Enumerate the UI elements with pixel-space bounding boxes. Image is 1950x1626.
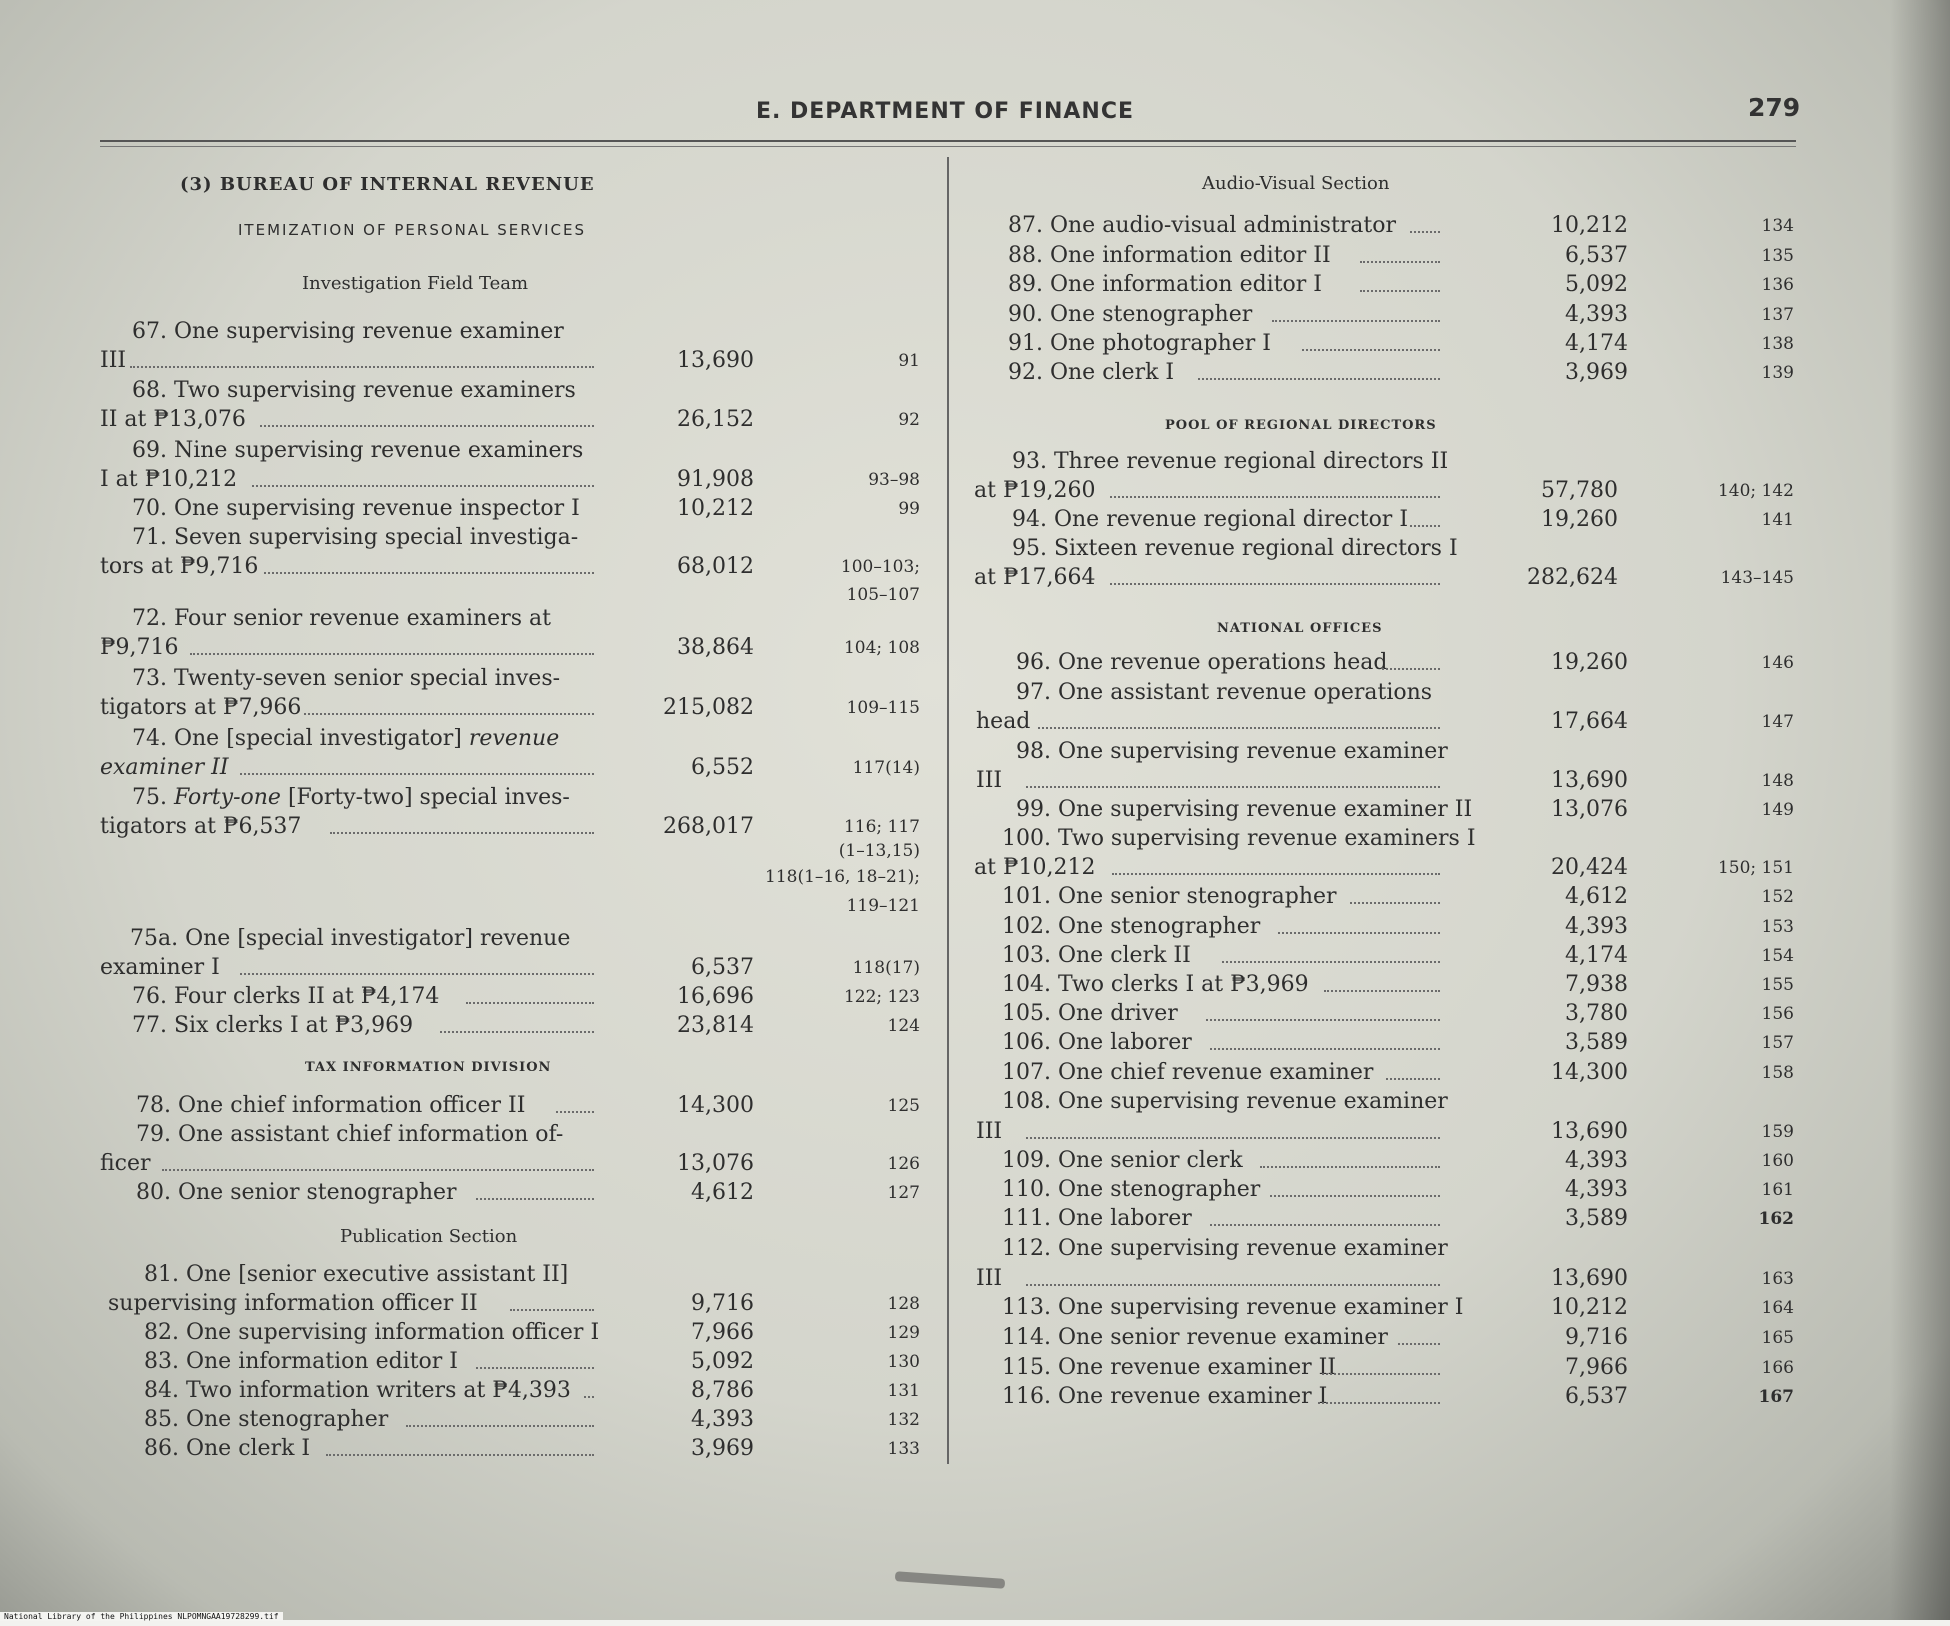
section-heading-tax-info: TAX INFORMATION DIVISION [305,1060,552,1075]
entry-row: 102. One stenographer 4,393 153 [1002,914,1794,939]
entry-row: 89. One information editor I 5,092 136 [1008,272,1794,297]
entry-row: examiner II 6,552 117(14) [100,755,920,780]
entry-row: tigators at ₱6,537 268,017 116; 117 [100,814,920,839]
dot-leader [1350,882,1440,904]
section-heading-investigation: Investigation Field Team [302,273,529,294]
entry-line: 67. One supervising revenue examiner [132,319,564,344]
entry-row: 106. One laborer 3,589 157 [1002,1030,1794,1055]
entry-row: ₱9,716 38,864 104; 108 [100,635,920,660]
dot-leader [476,1347,594,1369]
dot-leader [1278,912,1440,934]
entry-row: 109. One senior clerk 4,393 160 [1002,1148,1794,1173]
dot-leader [1398,1323,1440,1345]
header-rule [100,140,1796,142]
dot-leader [1210,1028,1440,1050]
dot-leader [130,346,594,368]
entry-row: 105. One driver 3,780 156 [1002,1001,1794,1026]
dot-leader [1260,1146,1440,1168]
entry-line: 69. Nine supervising revenue examiners [132,438,584,463]
dot-leader [190,633,594,655]
dot-leader [1302,329,1440,351]
dot-leader [440,1011,594,1033]
dot-leader [240,753,594,775]
column-divider [947,157,949,1464]
entry-line: 108. One supervising revenue examiner [1002,1089,1448,1114]
entry-row: 111. One laborer 3,589 162 [1002,1206,1794,1231]
dot-leader [1386,1058,1440,1080]
dot-leader [1112,853,1440,875]
dot-leader [1198,358,1440,380]
bureau-heading: (3) BUREAU OF INTERNAL REVENUE [180,174,595,195]
header-rule-thin [100,146,1796,147]
page-number: 279 [1748,93,1801,122]
dot-leader [584,1376,594,1398]
entry-row: 91. One photographer I 4,174 138 [1008,331,1794,356]
dot-leader [1026,1264,1440,1286]
entry-line: 74. One [special investigator] revenue [132,726,560,751]
dot-leader [1270,1175,1440,1197]
entry-row: 84. Two information writers at ₱4,393 8,786 131 [144,1378,920,1403]
entry-ref-continued: 119–121 [846,896,920,916]
entry-row: 114. One senior revenue examiner 9,716 165 [1002,1325,1794,1350]
dot-leader [1360,270,1440,292]
dot-leader [1110,476,1440,498]
entry-row: 99. One supervising revenue examiner II 13,076 149 [1016,797,1794,822]
entry-row: 82. One supervising information officer I 7,966 129 [144,1320,920,1345]
entry-line: 75. Forty-one [Forty-two] special inves- [132,785,570,810]
entry-row: 116. One revenue examiner I 6,537 167 [1002,1384,1794,1409]
dot-leader [1410,505,1440,527]
entry-row: 101. One senior stenographer 4,612 152 [1002,884,1794,909]
dot-leader [556,1091,594,1113]
dot-leader [1360,241,1440,263]
entry-line: 93. Three revenue regional directors II [1012,449,1449,474]
entry-row: 92. One clerk I 3,969 139 [1008,360,1794,385]
page-header-title: E. DEPARTMENT OF FINANCE [755,99,1135,124]
dot-leader [260,405,594,427]
entry-row: 104. Two clerks I at ₱3,969 7,938 155 [1002,972,1794,997]
dot-leader [240,953,594,975]
entry-row: 103. One clerk II 4,174 154 [1002,943,1794,968]
dot-leader [162,1149,594,1171]
entry-row: 115. One revenue examiner II 7,966 166 [1002,1355,1794,1380]
dot-leader [466,982,594,1004]
dot-leader [1322,1353,1440,1375]
dot-leader [304,693,594,715]
dot-leader [1324,970,1440,992]
entry-row: examiner I 6,537 118(17) [100,955,920,980]
entry-row: 77. Six clerks I at ₱3,969 23,814 124 [132,1013,920,1038]
section-heading-pool-regional: POOL OF REGIONAL DIRECTORS [1165,418,1437,433]
dot-leader [1410,211,1440,233]
entry-line: 71. Seven supervising special investiga- [132,525,579,550]
entry-row: at ₱10,212 20,424 150; 151 [974,855,1794,880]
dot-leader [1222,941,1440,963]
entry-row: III 13,690 159 [976,1119,1794,1144]
entry-row: 70. One supervising revenue inspector I 10,212 99 [132,496,920,521]
entry-row: 90. One stenographer 4,393 137 [1008,302,1794,327]
dot-leader [406,1405,594,1427]
dot-leader [1210,1204,1440,1226]
entry-row: III 13,690 148 [976,768,1794,793]
entry-ref-continued: 118(1–16, 18–21); [765,867,920,887]
entry-row: head 17,664 147 [976,709,1794,734]
dot-leader [264,552,594,574]
dot-leader [1206,999,1440,1021]
footer-strip [0,1620,1950,1626]
dot-leader [1318,1382,1440,1404]
dot-leader [1026,1117,1440,1139]
entry-line: 75a. One [special investigator] revenue [130,926,571,951]
entry-line: 81. One [senior executive assistant II] [144,1262,569,1287]
dot-leader [1038,707,1440,729]
entry-row: 94. One revenue regional director I 19,260 141 [1012,507,1794,532]
entry-row: 88. One information editor II 6,537 135 [1008,243,1794,268]
dot-leader [476,1178,594,1200]
entry-row: III 13,690 91 [100,348,920,373]
dot-leader [1110,563,1440,585]
dot-leader [326,1434,594,1456]
dot-leader [330,812,594,834]
section-heading-publication: Publication Section [340,1226,518,1247]
entry-row: 107. One chief revenue examiner 14,300 158 [1002,1060,1794,1085]
entry-row: at ₱19,260 57,780 140; 142 [974,478,1794,503]
entry-line: 112. One supervising revenue examiner [1002,1236,1448,1261]
footer-caption: National Library of the Philippines NLPOMNGAA19728299.tif [0,1612,283,1621]
dot-leader [1382,648,1440,670]
entry-row: ficer 13,076 126 [100,1151,920,1176]
entry-row: supervising information officer II 9,716 128 [108,1291,920,1316]
entry-ref-continued: (1–13,15) [838,841,920,861]
entry-row: at ₱17,664 282,624 143–145 [974,565,1794,590]
entry-row: 110. One stenographer 4,393 161 [1002,1177,1794,1202]
entry-row: III 13,690 163 [976,1266,1794,1291]
entry-row: 86. One clerk I 3,969 133 [144,1436,920,1461]
section-heading-audio-visual: Audio-Visual Section [1202,173,1390,194]
entry-line: 72. Four senior revenue examiners at [132,606,551,631]
entry-row: 113. One supervising revenue examiner I 10,212 164 [1002,1295,1794,1320]
entry-line: 68. Two supervising revenue examiners [132,378,576,403]
entry-line: 97. One assistant revenue operations [1016,680,1433,705]
entry-row: tigators at ₱7,966 215,082 109–115 [100,695,920,720]
dot-leader [1272,300,1440,322]
itemization-heading: ITEMIZATION OF PERSONAL SERVICES [238,221,587,239]
entry-row: 83. One information editor I 5,092 130 [144,1349,920,1374]
entry-row: 96. One revenue operations head 19,260 146 [1016,650,1794,675]
entry-line: 100. Two supervising revenue examiners I [1002,826,1476,851]
entry-row: 87. One audio-visual administrator 10,212 134 [1008,213,1794,238]
section-heading-national-offices: NATIONAL OFFICES [1217,621,1383,636]
entry-line: 73. Twenty-seven senior special inves- [132,666,561,691]
page-smudge [895,1571,1005,1589]
entry-row: 76. Four clerks II at ₱4,174 16,696 122; 123 [132,984,920,1009]
dot-leader [1026,766,1440,788]
entry-ref-continued: 105–107 [846,585,920,605]
entry-line: 79. One assistant chief information of- [136,1122,564,1147]
entry-row: 80. One senior stenographer 4,612 127 [136,1180,920,1205]
entry-row: 85. One stenographer 4,393 132 [144,1407,920,1432]
entry-line: 95. Sixteen revenue regional directors I [1012,536,1458,561]
entry-row: II at ₱13,076 26,152 92 [100,407,920,432]
dot-leader [252,465,594,487]
entry-row: 78. One chief information officer II 14,300 125 [136,1093,920,1118]
entry-row: tors at ₱9,716 68,012 100–103; [100,554,920,579]
entry-line: 98. One supervising revenue examiner [1016,739,1448,764]
entry-row: I at ₱10,212 91,908 93–98 [100,467,920,492]
dot-leader [510,1289,594,1311]
